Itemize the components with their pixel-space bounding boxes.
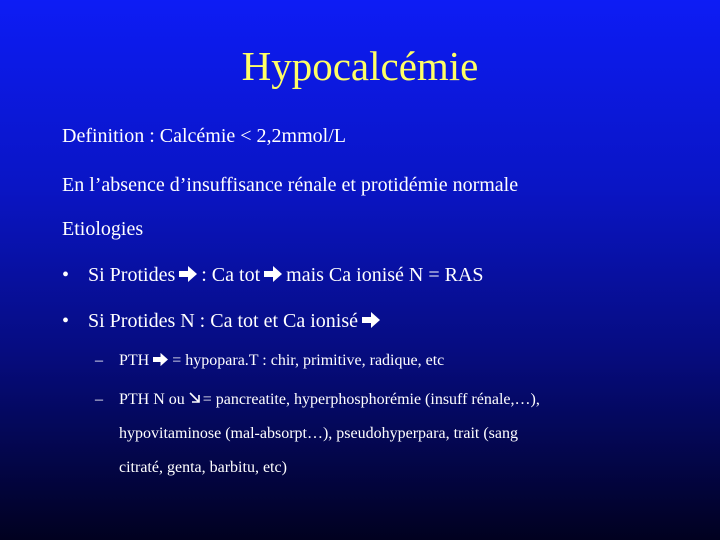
bold-right-arrow-icon	[263, 265, 283, 283]
sub1-text-2: = hypopara.T : chir, primitive, radique, etc	[172, 352, 445, 369]
bullet1-text-1: Si Protides	[88, 264, 176, 286]
etiologies-heading: Etiologies	[62, 218, 144, 240]
slide-title: Hypocalcémie	[241, 43, 479, 89]
sub2-continuation-line-2: hypovitaminose (mal-absorpt…), pseudohyperpara, trait (sang	[119, 425, 518, 442]
bullet-glyph: •	[62, 310, 70, 332]
sub1-text-1: PTH	[119, 352, 150, 369]
sub2-text-2: = pancreatite, hyperphosphorémie (insuff rénale,…),	[202, 391, 540, 408]
bullet2-text-1: Si Protides N : Ca tot et Ca ionisé	[88, 310, 358, 332]
bullet-protides-low	[62, 263, 484, 287]
bold-right-arrow-icon	[152, 352, 169, 367]
bold-right-arrow-icon	[178, 265, 198, 283]
context-line: En l’absence d’insuffisance rénale et protidémie normale	[62, 174, 519, 196]
sub2-continuation-line-3: citraté, genta, barbitu, etc)	[119, 459, 287, 476]
dash-glyph: –	[95, 352, 103, 369]
bullet-glyph: •	[62, 264, 70, 286]
bullet1-text-3: mais Ca ionisé N = RAS	[286, 264, 484, 286]
dash-glyph: –	[95, 391, 103, 408]
sub-item-pth-low	[95, 351, 444, 370]
sub-item-pth-normal	[95, 390, 540, 409]
down-right-arrow-icon	[188, 391, 202, 405]
bullet-protides-normal	[62, 309, 384, 333]
bullet1-text-2: : Ca tot	[201, 264, 261, 286]
bold-right-arrow-icon	[361, 311, 381, 329]
definition-line: Definition : Calcémie < 2,2mmol/L	[62, 125, 347, 147]
sub2-text-1: PTH N ou	[119, 391, 185, 408]
